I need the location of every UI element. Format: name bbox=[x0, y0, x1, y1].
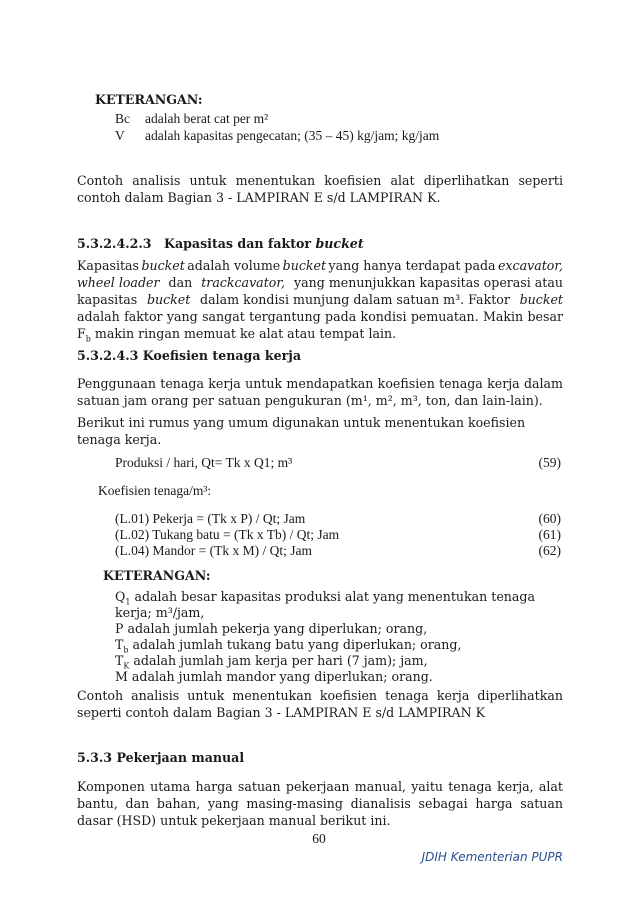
paragraph-line: Berikut ini rumus yang umum digunakan untuk menentukan koefisien bbox=[77, 415, 526, 430]
symbol: F bbox=[77, 326, 86, 341]
subscript: 1 bbox=[125, 597, 131, 607]
word: bucket bbox=[282, 258, 327, 273]
legend-desc: adalah besar kapasitas produksi alat yang menentukan tenaga bbox=[134, 589, 535, 604]
legend-desc: adalah jumlah tukang batu yang diperlukan; orang, bbox=[132, 637, 462, 652]
section-title: Pekerjaan manual bbox=[116, 750, 245, 765]
section-heading bbox=[77, 750, 244, 765]
formula-l02: (L.02) Tukang batu = (Tk x Tb) / Qt; Jam bbox=[115, 527, 340, 542]
subscript: b bbox=[85, 334, 91, 344]
paragraph-line: adalah faktor yang sangat tergantung pada kondisi pemuatan. Makin besar bbox=[77, 309, 563, 324]
section-number: 5.3.3 bbox=[77, 750, 113, 765]
legend-p: P adalah jumlah pekerja yang diperlukan; orang, bbox=[115, 621, 428, 636]
equation-number: (59) bbox=[538, 455, 561, 470]
symbol: T bbox=[115, 653, 124, 668]
legend-q1-cont: kerja; m³/jam, bbox=[115, 605, 205, 620]
koefisien-label: Koefisien tenaga/m³: bbox=[98, 483, 212, 498]
paragraph-line: Penggunaan tenaga kerja untuk mendapatkan koefisien tenaga kerja dalam bbox=[77, 376, 563, 391]
paragraph-line bbox=[77, 325, 563, 342]
word: bucket bbox=[141, 258, 185, 273]
legend-tb bbox=[115, 637, 462, 655]
word: dan bbox=[168, 275, 193, 290]
paragraph-line bbox=[77, 274, 563, 291]
subscript: K bbox=[123, 661, 130, 671]
paragraph-line: Contoh analisis untuk menentukan koefisien alat diperlihatkan seperti bbox=[77, 173, 563, 188]
paragraph-line: satuan jam orang per satuan pengukuran (m¹, m², m³, ton, dan lain-lain). bbox=[77, 393, 543, 408]
paragraph-line: dasar (HSD) untuk pekerjaan manual berikut ini. bbox=[77, 813, 391, 828]
paragraph-line: contoh dalam Bagian 3 - LAMPIRAN E s/d LAMPIRAN K. bbox=[77, 190, 441, 205]
footer-source: JDIH Kementerian PUPR bbox=[421, 850, 563, 864]
page-number: 60 bbox=[312, 831, 326, 846]
word: excavator, bbox=[497, 258, 563, 273]
word: bucket bbox=[146, 292, 191, 307]
paragraph-line: seperti contoh dalam Bagian 3 - LAMPIRAN E s/d LAMPIRAN K bbox=[77, 705, 486, 720]
section-number: 5.3.2.4.2.3 bbox=[77, 236, 152, 251]
equation-number: (62) bbox=[538, 543, 561, 558]
legend-desc: adalah jumlah jam kerja per hari (7 jam); jam, bbox=[133, 653, 428, 668]
equation-number: (61) bbox=[538, 527, 561, 542]
legend-v-symbol: V bbox=[115, 128, 125, 143]
paragraph-line: bantu, dan bahan, yang masing-masing dianalisis sebagai harga satuan bbox=[77, 796, 563, 811]
symbol: Q bbox=[115, 589, 126, 604]
equation-number: (60) bbox=[538, 511, 561, 526]
word: bucket bbox=[519, 292, 563, 307]
word: Kapasitas bbox=[77, 258, 140, 273]
formula-produksi: Produksi / hari, Qt= Tk x Q1; m³ bbox=[115, 455, 293, 470]
paragraph-line: tenaga kerja. bbox=[77, 432, 162, 447]
word: adalah volume bbox=[187, 258, 281, 273]
legend-q1 bbox=[115, 589, 535, 607]
word: dalam kondisi munjung dalam satuan m³. Faktor bbox=[200, 292, 510, 307]
section-title-text: Kapasitas dan faktor bbox=[164, 236, 312, 251]
word: kapasitas bbox=[77, 292, 138, 307]
legend-tk bbox=[115, 653, 428, 671]
symbol: T bbox=[115, 637, 124, 652]
formula-l04: (L.04) Mandor = (Tk x M) / Qt; Jam bbox=[115, 543, 312, 558]
word: makin ringan memuat ke alat atau tempat lain. bbox=[94, 326, 397, 341]
paragraph-line bbox=[77, 257, 563, 274]
word: trackcavator, bbox=[201, 275, 285, 290]
section-title-italic: bucket bbox=[315, 236, 364, 251]
legend-bc-symbol: Bc bbox=[115, 111, 130, 126]
keterangan-heading: KETERANGAN: bbox=[95, 92, 203, 107]
section-title: Koefisien tenaga kerja bbox=[142, 348, 302, 363]
legend-bc-desc: adalah berat cat per m² bbox=[145, 111, 269, 126]
section-number: 5.3.2.4.3 bbox=[77, 348, 139, 363]
word: yang hanya terdapat pada bbox=[328, 258, 496, 273]
paragraph-line: Contoh analisis untuk menentukan koefisien tenaga kerja diperlihatkan bbox=[77, 688, 563, 703]
keterangan-heading: KETERANGAN: bbox=[103, 568, 211, 583]
legend-m: M adalah jumlah mandor yang diperlukan; orang. bbox=[115, 669, 433, 684]
formula-l01: (L.01) Pekerja = (Tk x P) / Qt; Jam bbox=[115, 511, 306, 526]
paragraph-line: Komponen utama harga satuan pekerjaan manual, yaitu tenaga kerja, alat bbox=[77, 779, 563, 794]
section-heading bbox=[77, 348, 301, 363]
word: yang menunjukkan kapasitas operasi atau bbox=[294, 275, 563, 290]
word: wheel loader bbox=[77, 275, 160, 290]
legend-v-desc: adalah kapasitas pengecatan; (35 – 45) kg/jam; kg/jam bbox=[145, 128, 440, 143]
paragraph-line bbox=[77, 291, 563, 308]
subscript: b bbox=[123, 645, 129, 655]
section-title bbox=[164, 236, 364, 251]
